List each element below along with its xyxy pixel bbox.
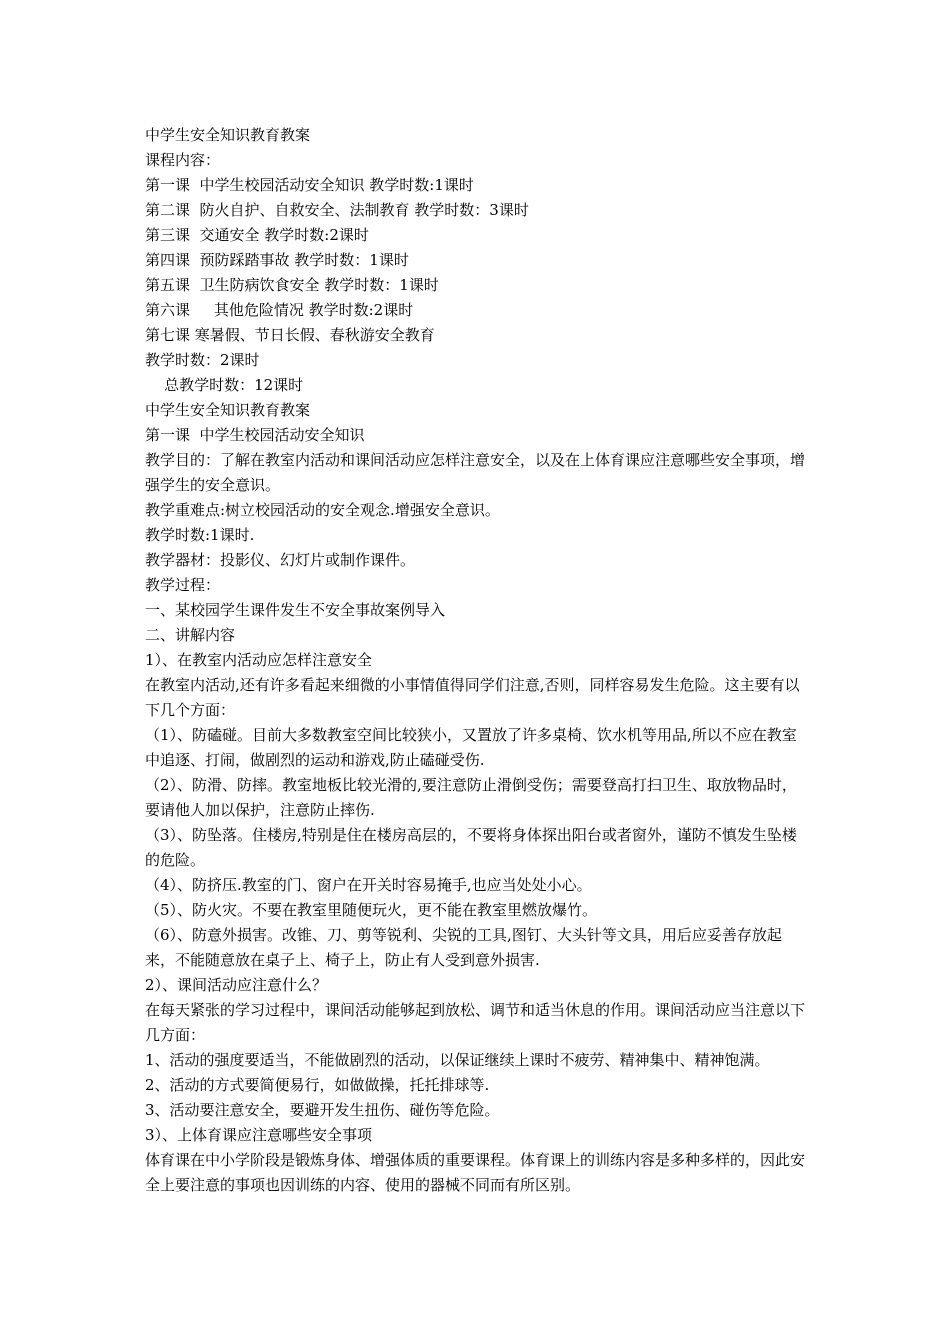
subsection-3-heading: 3）、上体育课应注意哪些安全事项 [145,1126,373,1144]
lesson-1-heading: 第一课 中学生校园活动安全知识 [145,426,365,444]
course-item-4: 第四课 预防踩踏事故 教学时数：1课时 [145,251,409,269]
document-page [145,123,810,1198]
subsection-1-item-1: （1）、防磕碰。目前大多数教室空间比较狭小，又置放了许多桌椅、饮水机等用品,所以不应在教室中追逐、打闹，做剧烈的运动和游戏,防止磕碰受伤. [145,726,797,769]
course-item-7-hours: 教学时数：2课时 [145,351,260,369]
subsection-1-item-6: （6）、防意外损害。改锥、刀、剪等锐利、尖锐的工具,图钉、大头针等文具，用后应妥善存放起来，不能随意放在桌子上、椅子上，防止有人受到意外损害. [145,926,782,969]
subsection-2-heading: 2）、课间活动应注意什么？ [145,976,328,994]
subsection-2-item-1: 1、活动的强度要适当，不能做剧烈的活动，以保证继续上课时不疲劳、精神集中、精神饱满。 [145,1051,770,1069]
subsection-2-item-3: 3、活动要注意安全，要避开发生扭伤、碰伤等危险。 [145,1101,500,1119]
subsection-1-item-2: （2）、防滑、防摔。教室地板比较光滑的,要注意防止滑倒受伤；需要登高打扫卫生、取放物品时，要请他人加以保护，注意防止摔伤. [145,776,797,819]
teaching-equipment: 教学器材：投影仪、幻灯片或制作课件。 [145,551,416,569]
process-step-2: 二、讲解内容 [145,626,236,644]
subsection-1-heading: 1）、在教室内活动应怎样注意安全 [145,651,373,669]
course-item-2: 第二课 防火自护、自救安全、法制教育 教学时数：3课时 [145,201,529,219]
course-item-6: 第六课 其他危险情况 教学时数:2课时 [145,301,414,319]
total-hours: 总教学时数：12课时 [145,376,304,394]
key-points: 教学重难点:树立校园活动的安全观念.增强安全意识。 [145,501,500,519]
course-item-5: 第五课 卫生防病饮食安全 教学时数：1课时 [145,276,439,294]
subsection-1-intro: 在教室内活动,还有许多看起来细微的小事情值得同学们注意,否则，同样容易发生危险。这主要有以下几个方面： [145,676,800,719]
subsection-3-intro: 体育课在中小学阶段是锻炼身体、增强体质的重要课程。体育课上的训练内容是多种多样的，因此安全上要注意的事项也因训练的内容、使用的器械不同而有所区别。 [145,1151,806,1194]
subsection-1-item-3: （3）、防坠落。住楼房,特别是住在楼房高层的，不要将身体探出阳台或者窗外，谨防不慎发生坠楼的危险。 [145,826,797,869]
course-item-7: 第七课 寒暑假、节日长假、春秋游安全教育 [145,326,435,344]
subsection-1-item-4: （4）、防挤压.教室的门、窗户在开关时容易掩手,也应当处处小心。 [145,876,592,894]
course-item-1: 第一课 中学生校园活动安全知识 教学时数:1课时 [145,176,474,194]
teaching-goal: 教学目的：了解在教室内活动和课间活动应怎样注意安全，以及在上体育课应注意哪些安全事项，增强学生的安全意识。 [145,451,806,494]
teaching-process-heading: 教学过程： [145,576,221,594]
subsection-1-item-5: （5）、防火灾。不要在教室里随便玩火，更不能在教室里燃放爆竹。 [145,901,598,919]
course-item-3: 第三课 交通安全 教学时数:2课时 [145,226,369,244]
course-contents-heading: 课程内容： [145,151,221,169]
subsection-2-intro: 在每天紧张的学习过程中，课间活动能够起到放松、调节和适当休息的作用。课间活动应当注意以下几方面： [145,1001,806,1044]
section-title: 中学生安全知识教育教案 [145,401,311,419]
teaching-hours: 教学时数:1课时. [145,526,255,544]
process-step-1: 一、某校园学生课件发生不安全事故案例导入 [145,601,446,619]
doc-title: 中学生安全知识教育教案 [145,126,311,144]
subsection-2-item-2: 2、活动的方式要简便易行，如做做操，托托排球等. [145,1076,490,1094]
